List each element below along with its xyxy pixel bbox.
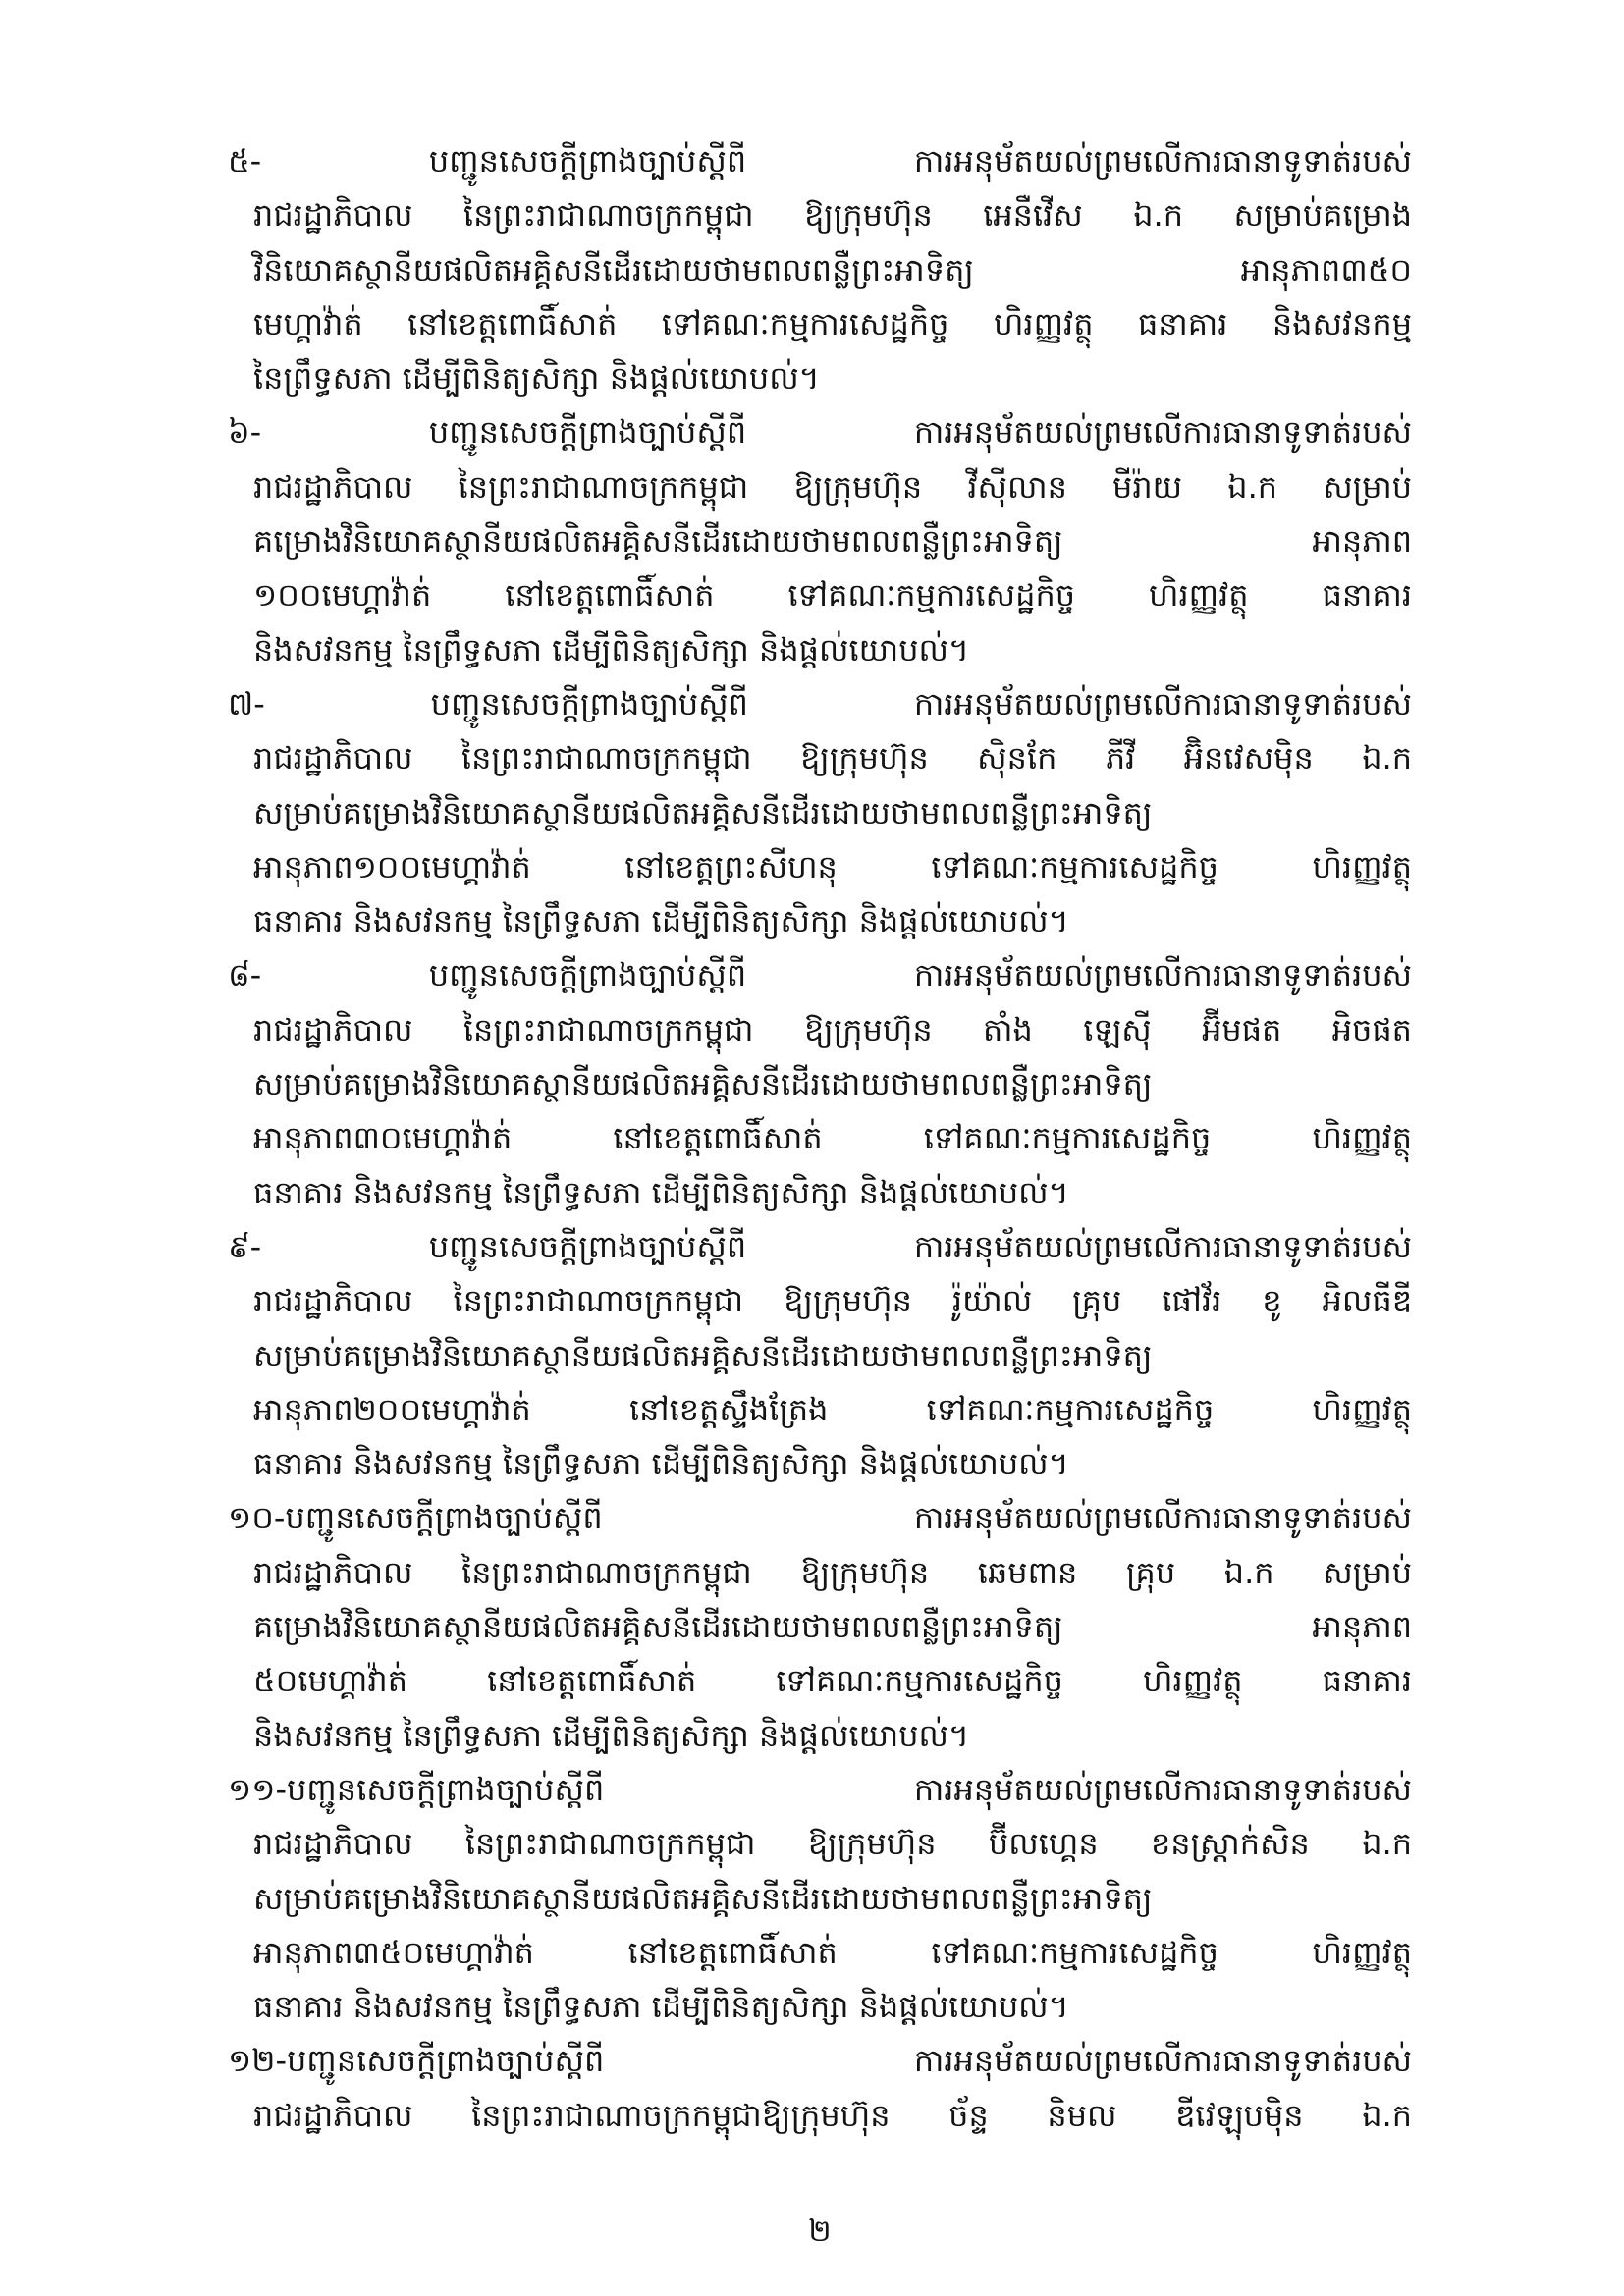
agenda-item-line: សម្រាប់គម្រោងវិនិយោគស្ថានីយផលិតអគ្គិសនីដើរដោយថាមពលពន្លឺព្រះអាទិត្យ bbox=[253, 793, 1153, 831]
agenda-item-line: មេហ្គាវ៉ាត់ នៅខេត្តពោធិ៍សាត់ ទៅគណៈកម្មការសេដ្ឋកិច្ច ហិរញ្ញវត្ថុ ធនាគារ និងសវនកម្ម bbox=[253, 304, 1412, 343]
agenda-item bbox=[228, 134, 1412, 405]
page-number: ២ bbox=[808, 2214, 832, 2249]
agenda-item-first-line: ៧- បញ្ជូនសេចក្តីព្រាងច្បាប់ស្តីពី ការអនុម័តយល់ព្រមលើការធានាទូទាត់របស់ bbox=[228, 684, 1412, 722]
agenda-item-line: សម្រាប់គម្រោងវិនិយោគស្ថានីយផលិតអគ្គិសនីដើរដោយថាមពលពន្លឺព្រះអាទិត្យ bbox=[253, 1879, 1153, 1917]
agenda-list bbox=[228, 134, 1412, 2143]
agenda-item-first-line: ៥- បញ្ជូនសេចក្តីព្រាងច្បាប់ស្តីពី ការអនុម័តយល់ព្រមលើការធានាទូទាត់របស់ bbox=[228, 142, 1412, 180]
agenda-item bbox=[228, 948, 1412, 1219]
agenda-item-first-line: ១២-បញ្ជូនសេចក្តីព្រាងច្បាប់ស្តីពី ការអនុម័តយល់ព្រមលើការធានាទូទាត់របស់ bbox=[228, 2042, 1412, 2080]
agenda-item-line: អានុភាព២០០មេហ្គាវ៉ាត់ នៅខេត្តស្ទឹងត្រែង ទៅគណៈកម្មការសេដ្ឋកិច្ច ហិរញ្ញវត្ថុ bbox=[253, 1390, 1412, 1428]
agenda-item-line: អានុភាព៣០មេហ្គាវ៉ាត់ នៅខេត្តពោធិ៍សាត់ ទៅគណៈកម្មការសេដ្ឋកិច្ច ហិរញ្ញវត្ថុ bbox=[253, 1119, 1412, 1157]
agenda-item-line: ធនាគារ និងសវនកម្ម នៃព្រឹទ្ធសភា ដើម្បីពិនិត្យសិក្សា និងផ្តល់យោបល់។ bbox=[253, 1173, 1069, 1211]
agenda-item-line: និងសវនកម្ម នៃព្រឹទ្ធសភា ដើម្បីពិនិត្យសិក្សា និងផ្តល់យោបល់។ bbox=[253, 630, 970, 668]
agenda-item bbox=[228, 1220, 1412, 1491]
agenda-item bbox=[228, 2034, 1412, 2143]
agenda-item bbox=[228, 1763, 1412, 2034]
agenda-item-line: នៃព្រឹទ្ធសភា ដើម្បីពិនិត្យសិក្សា និងផ្តល់យោបល់។ bbox=[253, 359, 820, 398]
agenda-item-line: សម្រាប់គម្រោងវិនិយោគស្ថានីយផលិតអគ្គិសនីដើរដោយថាមពលពន្លឺព្រះអាទិត្យ bbox=[253, 1065, 1153, 1103]
agenda-item-line: រាជរដ្ឋាភិបាល នៃព្រះរាជាណាចក្រកម្ពុជា ឱ្យក្រុមហ៊ុន តាំង ឡេស៊ី អ៊ីមផត អិចផត bbox=[253, 1010, 1412, 1048]
agenda-item-line: រាជរដ្ឋាភិបាល នៃព្រះរាជាណាចក្រកម្ពុជា ឱ្យក្រុមហ៊ុន អេនឺវើស ឯ.ក សម្រាប់គម្រោង bbox=[253, 196, 1412, 235]
agenda-item-line: រាជរដ្ឋាភិបាល នៃព្រះរាជាណាចក្រកម្ពុជា ឱ្យក្រុមហ៊ុន ឆេមពាន គ្រុប ឯ.ក សម្រាប់ bbox=[253, 1553, 1412, 1591]
agenda-item-line: និងសវនកម្ម នៃព្រឹទ្ធសភា ដើម្បីពិនិត្យសិក្សា និងផ្តល់យោបល់។ bbox=[253, 1716, 970, 1754]
agenda-item-first-line: ១០-បញ្ជូនសេចក្តីព្រាងច្បាប់ស្តីពី ការអនុម័តយល់ព្រមលើការធានាទូទាត់របស់ bbox=[228, 1499, 1412, 1537]
agenda-item-line: ធនាគារ និងសវនកម្ម នៃព្រឹទ្ធសភា ដើម្បីពិនិត្យសិក្សា និងផ្តល់យោបល់។ bbox=[253, 1988, 1069, 2026]
agenda-item-line: រាជរដ្ឋាភិបាល នៃព្រះរាជាណាចក្រកម្ពុជា ឱ្យក្រុមហ៊ុន ស៊ិនកែ ភីវី អ៊ិនវេសមុិន ឯ.ក bbox=[253, 739, 1412, 777]
agenda-item-line: ៥០មេហ្គាវ៉ាត់ នៅខេត្តពោធិ៍សាត់ ទៅគណៈកម្មការសេដ្ឋកិច្ច ហិរញ្ញវត្ថុ ធនាគារ bbox=[253, 1662, 1412, 1700]
agenda-item bbox=[228, 1491, 1412, 1762]
agenda-item-line: អានុភាព១០០មេហ្គាវ៉ាត់ នៅខេត្តព្រះសីហនុ ទៅគណៈកម្មការសេដ្ឋកិច្ច ហិរញ្ញវត្ថុ bbox=[253, 847, 1412, 885]
agenda-item-line: រាជរដ្ឋាភិបាល នៃព្រះរាជាណាចក្រកម្ពុជា ឱ្យក្រុមហ៊ុន វីស៊ីលាន មីរ៉ាយ ឯ.ក សម្រាប់ bbox=[253, 467, 1412, 506]
agenda-item-line: ធនាគារ និងសវនកម្ម នៃព្រឹទ្ធសភា ដើម្បីពិនិត្យសិក្សា និងផ្តល់យោបល់។ bbox=[253, 1445, 1069, 1483]
agenda-item-line: រាជរដ្ឋាភិបាល នៃព្រះរាជាណាចក្រកម្ពុជា ឱ្យក្រុមហ៊ុន រ៉ូយ៉ាល់ គ្រុប ផៅវ័រ ខូ អិលធីឌី bbox=[253, 1282, 1412, 1320]
agenda-item-line: គម្រោងវិនិយោគស្ថានីយផលិតអគ្គិសនីដើរដោយថាមពលពន្លឺព្រះអាទិត្យ អានុភាព bbox=[253, 1608, 1412, 1646]
agenda-item-line: រាជរដ្ឋាភិបាល នៃព្រះរាជាណាចក្រកម្ពុជា ឱ្យក្រុមហ៊ុន ប៊ីលហ្គេន ខនស្ត្រាក់សិន ឯ.ក bbox=[253, 1825, 1412, 1863]
agenda-item bbox=[228, 405, 1412, 676]
agenda-item-line: គម្រោងវិនិយោគស្ថានីយផលិតអគ្គិសនីដើរដោយថាមពលពន្លឺព្រះអាទិត្យ អានុភាព bbox=[253, 522, 1412, 561]
agenda-item bbox=[228, 677, 1412, 948]
agenda-item-line: រាជរដ្ឋាភិបាល នៃព្រះរាជាណាចក្រកម្ពុជាឱ្យក្រុមហ៊ុន ច័ន្ទ និមល ឌីវេឡុបមុិន ឯ.ក bbox=[253, 2096, 1412, 2134]
agenda-item-line: អានុភាព៣៥០មេហ្គាវ៉ាត់ នៅខេត្តពោធិ៍សាត់ ទៅគណៈកម្មការសេដ្ឋកិច្ច ហិរញ្ញវត្ថុ bbox=[253, 1933, 1412, 1971]
agenda-item-line: ធនាគារ និងសវនកម្ម នៃព្រឹទ្ធសភា ដើម្បីពិនិត្យសិក្សា និងផ្តល់យោបល់។ bbox=[253, 902, 1069, 940]
agenda-item-first-line: ៨- បញ្ជូនសេចក្តីព្រាងច្បាប់ស្តីពី ការអនុម័តយល់ព្រមលើការធានាទូទាត់របស់ bbox=[228, 956, 1412, 994]
agenda-item-line: សម្រាប់គម្រោងវិនិយោគស្ថានីយផលិតអគ្គិសនីដើរដោយថាមពលពន្លឺព្រះអាទិត្យ bbox=[253, 1336, 1153, 1374]
agenda-item-line: ១០០មេហ្គាវ៉ាត់ នៅខេត្តពោធិ៍សាត់ ទៅគណៈកម្មការសេដ្ឋកិច្ច ហិរញ្ញវត្ថុ ធនាគារ bbox=[253, 576, 1412, 614]
agenda-item-line: វិនិយោគស្ថានីយផលិតអគ្គិសនីដើរដោយថាមពលពន្លឺព្រះអាទិត្យ អានុភាព៣៥០ bbox=[253, 250, 1412, 289]
agenda-item-first-line: ៦- បញ្ជូនសេចក្តីព្រាងច្បាប់ស្តីពី ការអនុម័តយល់ព្រមលើការធានាទូទាត់របស់ bbox=[228, 413, 1412, 452]
agenda-item-first-line: ៩- បញ្ជូនសេចក្តីព្រាងច្បាប់ស្តីពី ការអនុម័តយល់ព្រមលើការធានាទូទាត់របស់ bbox=[228, 1227, 1412, 1265]
agenda-item-first-line: ១១-បញ្ជូនសេចក្តីព្រាងច្បាប់ស្តីពី ការអនុម័តយល់ព្រមលើការធានាទូទាត់របស់ bbox=[228, 1770, 1412, 1808]
